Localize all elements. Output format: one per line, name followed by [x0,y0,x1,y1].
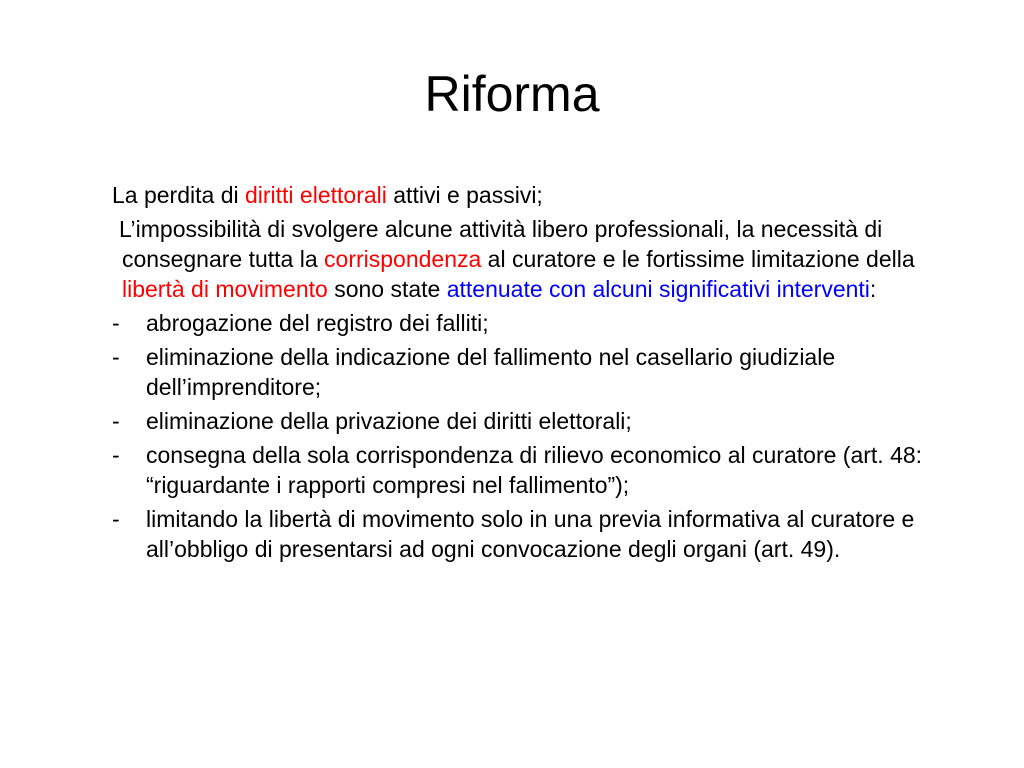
intro-2-part-3: sono state [327,276,447,302]
bullet-dash: - [112,442,120,468]
intro-2-highlight-corrispondenza: corrispondenza [324,246,482,272]
list-item [112,406,962,436]
intro-1-text-before: La perdita di [112,182,245,208]
intro-1-highlight: diritti elettorali [244,182,387,208]
intro-1-text-after: attivi e passivi; [386,182,543,208]
intro-2-part-4: : [869,276,877,302]
list-item-text: abrogazione del registro dei falliti; [146,310,489,336]
bullet-dash: - [112,408,120,434]
slide-title: Riforma [424,66,600,122]
intro-2-part-2: al curatore e le fortissime limitazione della [481,246,915,272]
list-item-text: consegna della sola corrispondenza di rilievo economico al curatore (art. 48: “riguardante i rapporti compresi nel fallimento”); [146,442,923,498]
intro-paragraph-1 [112,180,962,210]
intro-paragraph-2 [112,214,962,304]
intro-2-highlight-interventi: attenuate con alcuni significativi interventi [446,276,870,302]
list-item-text: eliminazione della privazione dei diritti elettorali; [146,408,632,434]
list-item-text: eliminazione della indicazione del fallimento nel casellario giudiziale dell’imprenditore; [146,344,836,400]
list-item [112,504,962,564]
bullet-dash: - [112,506,120,532]
intro-2-part-1: L’impossibilità di svolgere alcune attività libero professionali, la necessità di consegnare tutta la [119,216,883,272]
slide-body [112,180,962,568]
list-item-text: limitando la libertà di movimento solo in una previa informativa al curatore e all’obbligo di presentarsi ad ogni convocazione degli organi (art. 49). [146,506,915,562]
list-item [112,440,962,500]
bullet-list [112,308,962,564]
list-item [112,342,962,402]
bullet-dash: - [112,310,120,336]
bullet-dash: - [112,344,120,370]
list-item [112,308,962,338]
intro-2-highlight-liberta: libertà di movimento [122,276,328,302]
